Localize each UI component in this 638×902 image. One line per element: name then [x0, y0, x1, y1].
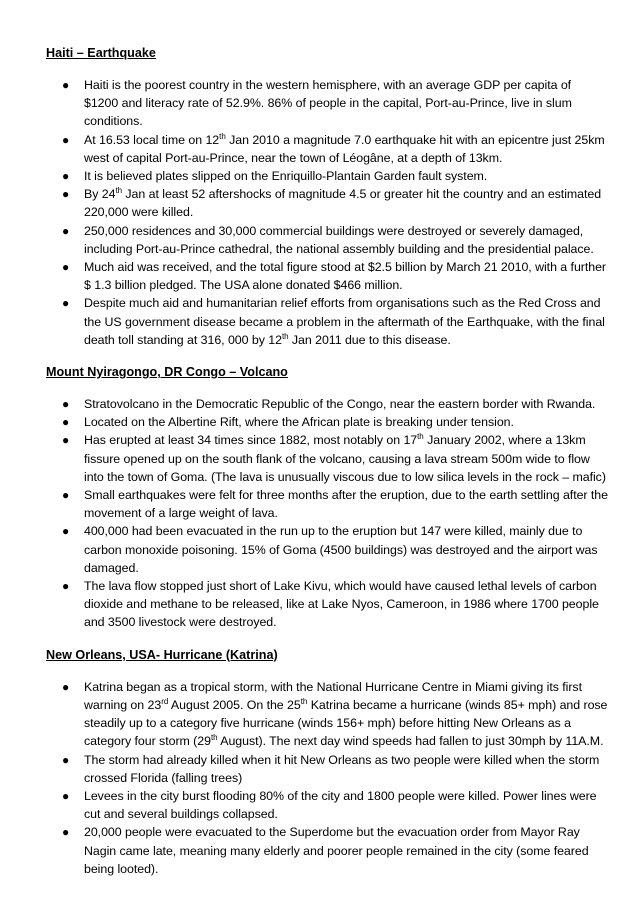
- section-heading: Haiti – Earthquake: [46, 46, 156, 60]
- bullet-icon: ●: [62, 752, 70, 767]
- bullet-icon: ●: [62, 488, 70, 503]
- list-item: ● Small earthquakes were felt for three months after the eruption, due to the earth settling after the movement of a large weight of lava.: [62, 488, 608, 521]
- list-item: ● Katrina began as a tropical storm, with the National Hurricane Centre in Miami giving its first warning on 23rd August 2005. On the 25th Katrina became a hurricane (winds 85+ mph) and rose steadily up to a category five hurricane (winds 156+ mph) before hitting New Orleans as a category four storm (29th August). The next day wind speeds had fallen to just 30mph by 11A.M.: [62, 679, 608, 749]
- list-item: ● The storm had already killed when it hit New Orleans as two people were killed when the storm crossed Florida (falling trees): [62, 752, 600, 785]
- bullet-icon: ●: [62, 296, 70, 311]
- bullet-list: [46, 76, 608, 349]
- bullet-icon: ●: [62, 679, 70, 694]
- section-katrina: [46, 646, 608, 878]
- bullet-icon: ●: [62, 78, 70, 92]
- bullet-icon: ●: [62, 187, 70, 202]
- bullet-icon: ●: [62, 788, 70, 803]
- bullet-icon: ●: [62, 579, 70, 594]
- bullet-icon: ●: [62, 825, 70, 840]
- list-item: ● By 24th Jan at least 52 aftershocks of magnitude 4.5 or greater hit the country and an estimated 220,000 were killed.: [62, 186, 602, 220]
- list-item: ● At 16.53 local time on 12th Jan 2010 a magnitude 7.0 earthquake hit with an epicentre just 25km west of capital Port-au-Prince, near the town of Léogâne, at a depth of 13km.: [62, 131, 605, 165]
- bullet-icon: ●: [62, 397, 70, 412]
- list-item: ● 20,000 people were evacuated to the Superdome but the evacuation order from Mayor Ray Nagin came late, meaning many elderly and poorer people remained in the city (some feared being looted).: [62, 825, 589, 876]
- list-item: ● Located on the Albertine Rift, where the African plate is breaking under tension.: [46, 413, 608, 431]
- bullet-icon: ●: [62, 524, 70, 539]
- section-heading: New Orleans, USA- Hurricane (Katrina): [46, 647, 278, 662]
- list-item: ● Levees in the city burst flooding 80% of the city and 1800 people were killed. Power lines were cut and several buildings collapsed.: [62, 788, 597, 822]
- list-item: ● Much aid was received, and the total figure stood at $2.5 billion by March 21 2010, with a further $ 1.3 billion pledged. The USA alone donated $466 million.: [62, 260, 607, 293]
- section-nyiragongo: [46, 363, 608, 632]
- list-item: ● 400,000 had been evacuated in the run up to the eruption but 147 were killed, mainly due to carbon monoxide poisoning. 15% of Goma (4500 buildings) was destroyed and the airport was damaged.: [62, 524, 598, 575]
- bullet-list: [46, 678, 608, 878]
- list-item: ● Stratovolcano in the Democratic Republic of the Congo, near the eastern border with Rwanda.: [46, 395, 608, 413]
- list-item: ● Haiti is the poorest country in the western hemisphere, with an average GDP per capita of $1200 and literacy rate of 52.9%. 86% of people in the capital, Port-au-Prince, live in slum conditions.: [62, 78, 572, 129]
- bullet-icon: ●: [62, 260, 70, 275]
- list-item: ● 250,000 residences and 30,000 commercial buildings were destroyed or severely damaged, including Port-au-Prince cathedral, the national assembly building and the presidential palace.: [62, 223, 594, 256]
- bullet-icon: ●: [62, 415, 70, 430]
- list-item: ● Has erupted at least 34 times since 1882, most notably on 17th January 2002, where a 13km fissure opened up on the south flank of the volcano, causing a lava stream 500m wide to flow into the town of Goma. (The lava is unusually viscous due to low silica levels in the rock – mafic): [62, 432, 606, 484]
- bullet-list: [46, 395, 608, 632]
- section-haiti: [46, 44, 608, 349]
- section-heading: Mount Nyiragongo, DR Congo – Volcano: [46, 365, 288, 380]
- list-item: ● It is believed plates slipped on the Enriquillo-Plantain Garden fault system.: [46, 167, 608, 185]
- bullet-icon: ●: [62, 169, 70, 184]
- list-item: ● The lava flow stopped just short of Lake Kivu, which would have caused lethal levels of carbon dioxide and methane to be released, like at Lake Nyos, Cameroon, in 1986 where 1700 people and 3500 livestock were destroyed.: [62, 579, 599, 630]
- bullet-icon: ●: [62, 132, 70, 147]
- bullet-icon: ●: [62, 223, 70, 238]
- list-item: ● Despite much aid and humanitarian relief efforts from organisations such as the Red Cross and the US government disease became a problem in the aftermath of the Earthquake, with the final death toll standing at 316, 000 by 12th Jan 2011 due to this disease.: [62, 296, 605, 347]
- bullet-icon: ●: [62, 433, 70, 448]
